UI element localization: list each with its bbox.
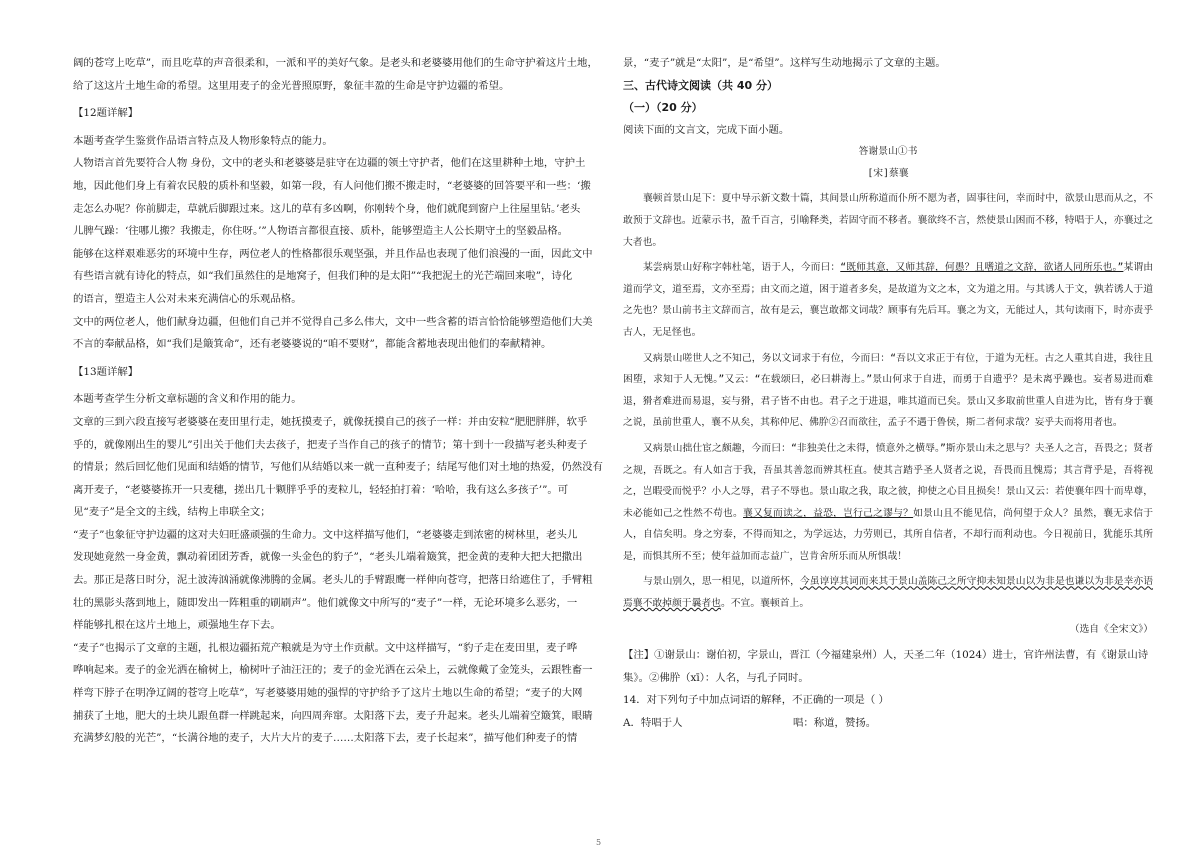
right-intro: 景，“麦子”就是“太阳”，是“希望”。这样写生动地揭示了文章的主题。 <box>623 57 946 69</box>
q13-line: 离开麦子，“老婆婆拣开一只麦穗，搓出几十颗胖乎乎的麦粒儿，轻轻拍打着：‘哈哈，我有这么多孩子’”。可 <box>73 483 569 496</box>
q13-heading: 【13题详解】 <box>73 365 139 378</box>
q12-line: 走怎么办呢？你前脚走，草就后脚跟过来。这儿的草有多凶啊，你刚转个身，他们就爬到窗户上往屋里钻。’老头 <box>73 202 581 215</box>
classical-paragraph-3: 又病景山嗟世人之不知己，务以文词求于有位，今而曰：“吾以文求正于有位，于道为无枉。古之人重其自进，我往且困堕，求知于人无愧。”又云：“在载颂曰，必曰耕海上。”景山何求于自进，而勇于自遗乎？是未离乎躁也。妄者易进而难退，猾者难进而易退，妄与猾，君子皆不由也。君子之于进退，唯其道而已矣。景山又多取前世重人自进为比，皆有身于襄之说，虽前世重人，襄不从矣，其称仲尼、佛肸②召而欲往，孟子不遇于鲁侯，斯二者何求哉？妄乎夫而将用者也。 <box>623 352 1153 429</box>
left-column <box>73 52 603 750</box>
q13-line: 发现她竟然一身金黄，飘动着团团芳香，就像一头金色的豹子”，“老头儿端着簸箕，把金黄的麦种大把大把撒出 <box>73 551 583 564</box>
q13-line: “麦子”也象征守护边疆的这对夫妇旺盛顽强的生命力。文中这样描写他们，“老婆婆走到浓密的树林里，老头儿 <box>73 528 578 541</box>
q12-heading: 【12题详解】 <box>73 107 139 120</box>
q12-line: 不言的奉献品格，如“我们是簸箕命”，还有老婆婆说的“咱不要财”，都能含蓄地表现出他们的奉献精神。 <box>73 338 552 351</box>
para4-underlined-sentence: 襄又复而读之，益恐，岂行己之谬与？ <box>743 507 914 519</box>
annotation-note-line-1: 【注】①谢景山：谢伯初，字景山，晋江（今福建泉州）人，天圣二年（1024）进士，官许州法曹，有《谢景山诗 <box>623 649 1149 662</box>
para4-text-rest: 如景山且不能见信，尚何望于众人？虽然，襄无求信于人，自信矣明。身之穷泰，不得而知之，为学远达，力劳则已，其所自信者，不却行而利动也。今日视前日，犹能乐其所是，而惧其所不至；使年益加而志益广，岂肯舍所乐而从所惧哉！ <box>623 507 1154 562</box>
q13-line: 捕获了土地，肥大的土块儿跟鱼群一样跳起来，向四周奔窜。太阳落下去，麦子升起来。老头儿端着空簸箕，眼睛 <box>73 709 593 722</box>
classical-text-title: 答谢景山①书 <box>858 146 918 158</box>
q13-analysis <box>73 388 603 750</box>
para2-text-rest: 某谓由道而学文，道至焉，文亦至焉；由文而之道，困于道者多矣，是故道为文之本，文为道之用。与其诱人于文，孰若诱人于道之先也？景山前书主文辞而言，故有是云，襄岂敢都文词哉？顾事有先后耳。襄之为文，无能过人，其句读雨下，时亦责乎古人，无足怪也。 <box>623 262 1153 338</box>
q12-line: 有些语言就有诗化的特点，如“我们虽然住的是地窝子，但我们种的是太阳”“我把泥土的光芒端回来啦”，诗化 <box>73 270 573 283</box>
q13-line: 的情景；然后回忆他们见面和结婚的情节，写他们从结婚以来一就一直种麦子；结尾写他们对土地的热爱，仍然没有 <box>73 461 603 474</box>
option-a-explanation: 唱：称道，赞扬。 <box>793 717 877 730</box>
left-intro-line-2: 给了这这片土地生命的希望。这里用麦子的金光普照原野，象征丰盈的生命是守护边疆的希望。 <box>73 79 510 92</box>
classical-text-author: [宋]蔡襄 <box>867 167 909 179</box>
question-14-option-a <box>623 712 1153 735</box>
q13-line: 乎的，就像刚出生的婴儿”引出关于他们夫去孩子，把麦子当作自己的孩子的情节；第十到十一段描写老头种麦子 <box>73 438 588 451</box>
q13-line: 样弯下脖子在明净辽阔的苍穹上吃草”，写老婆婆用她的强悍的守护给予了这片土地以生命的希望；“麦子的大网 <box>73 687 583 700</box>
para5-text-rest: 。不宣。襄顿首上。 <box>720 598 810 610</box>
page-number: 5 <box>596 838 602 847</box>
q12-line: 的语言，塑造主人公对未来充满信心的乐观品格。 <box>73 292 302 305</box>
q13-line: “麦子”也揭示了文章的主题，扎根边疆拓荒产粮就是为守土作贡献。文中这样描写，“豹子走在麦田里，麦子哗 <box>73 641 578 654</box>
q12-analysis <box>73 130 603 356</box>
q13-line: 充满梦幻般的光芒”，“长满谷地的麦子，大片大片的麦子……太阳落下去，麦子长起来”，描写他们种麦子的情 <box>73 732 578 745</box>
right-column <box>623 52 1153 735</box>
annotation-note-line-2: 集》。②佛肸（xī）：人名，与孔子同时。 <box>623 671 809 684</box>
q12-line: 文中的两位老人，他们献身边疆，但他们自己并不觉得自己多么伟大，文中一些含蓄的语言恰恰能够塑造他们大美 <box>73 315 593 328</box>
para4-text: 又病景山拙仕宦之颇趣，今而曰：“非独美仕之未得，愤意外之横辱。”斯亦景山未之思与？夫圣人之言，吾畏之；贤者之规，吾既之。有人如言于我，吾虽其善忽而辨其枉直。使其言踏乎圣人贤者之说，吾畏而且愧焉；其言背乎是，吾将视之，岂暇受而悦乎？小人之辱，君子不辱也。景山取之我，取之彼，抑使之心目且损矣！景山又云：若使襄年四十而卑尊，未必能如己之性然不苟也。 <box>623 442 1153 519</box>
subsection-title: （一）（20 分） <box>623 100 703 114</box>
q13-line: 哗响起来。麦子的金光洒在榆树上，榆树叶子油汪汪的；麦子的金光洒在云朵上，云就像戴了金笼头，云跟牲畜一 <box>73 664 593 677</box>
q13-line: 文章的三到六段直接写老婆婆在麦田里行走，她抚摸麦子，就像抚摸自己的孩子一样：并由安粒“肥肥胖胖，软乎 <box>73 415 588 428</box>
option-a-text: A．特唱于人 <box>623 717 683 730</box>
left-intro-line-1: 阔的苍穹上吃草”，而且吃草的声音很柔和，一派和平的美好气象。是老头和老婆婆用他们的生命守护着这片土地， <box>73 57 598 69</box>
para2-text: 某尝病景山好称字韩杜笔，语于人，今而曰： <box>643 262 841 274</box>
reading-instruction: 阅读下面的文言文，完成下面小题。 <box>623 123 790 136</box>
q12-line: 本题考查学生鉴赏作品语言特点及人物形象特点的能力。 <box>73 134 333 147</box>
classical-paragraph-4 <box>623 438 1153 568</box>
question-14: 14．对下列句子中加点词语的解释，不正确的一项是（ ） <box>623 694 889 707</box>
q13-line: 去。那正是落日时分，泥土波涛汹涌就像沸腾的金属。老头儿的手臂跟鹰一样伸向苍穹，把落日给遮住了，手臂粗 <box>73 574 593 587</box>
q13-line: 样能够扎根在这片土地上，顽强地生存下去。 <box>73 619 281 632</box>
q12-line: 地，因此他们身上有着农民般的质朴和坚毅，如第一段，有人问他们搬不搬走时，“老婆婆的回答要平和一些：‘搬 <box>73 179 591 192</box>
q12-line: 能够在这样艰难恶劣的环境中生存，两位老人的性格都很乐观坚强，并且作品也表现了他们浪漫的一面，因此文中 <box>73 247 593 260</box>
left-intro <box>73 52 603 97</box>
q13-line: 见“麦子”是全文的主线，结构上串联全文； <box>73 506 271 519</box>
section-title: 三、古代诗文阅读（共 40 分） <box>623 78 778 92</box>
classical-paragraph-5 <box>623 571 1153 614</box>
q13-line: 本题考查学生分析文章标题的含义和作用的能力。 <box>73 393 302 406</box>
q13-line: 壮的黑影头落到地上，随即发出一阵粗重的刷刷声”。他们就像文中所写的“麦子”一样，无论环境多么恶劣，一 <box>73 596 578 609</box>
para2-underlined-sentence: “既师其意，又师其辞，何愚？且嗜道之文辞，欲诸人同所乐也。” <box>840 262 1124 274</box>
para5-wavy-underlined-sentence: 今虽谆谆其词而来其于景山盖陈己之所守抑未知景山以为非是也谦以为非是幸亦语焉襄不敢掉颜于曩者也 <box>623 576 1154 610</box>
source-citation: （选自《全宋文》） <box>1069 623 1153 635</box>
para5-text: 与景山别久，思一相见，以道所怀， <box>643 576 800 588</box>
classical-paragraph-1: 襄顿首景山足下：夏中导示新文数十篇，其间景山所称道而仆所不愿为者，固事往问，幸而时中，欲景山思而从之，不敢预于文辞也。近蒙示书，盈千百言，引喻释类，若固守而不移者。襄欲终不言，然使景山困而不移，特唱于人，亦襄过之大者也。 <box>623 193 1153 248</box>
q12-line: 人物语言首先要符合人物 身份，文中的老头和老婆婆是驻守在边疆的领土守护者，他们在这里耕种土地，守护土 <box>73 157 586 170</box>
classical-paragraph-2 <box>623 257 1153 343</box>
q12-line: 儿脾气躁：‘往哪儿搬？我搬走，你住呀。’”人物语言都很直接、质朴，能够塑造主人公长期守土的坚毅品格。 <box>73 225 569 238</box>
